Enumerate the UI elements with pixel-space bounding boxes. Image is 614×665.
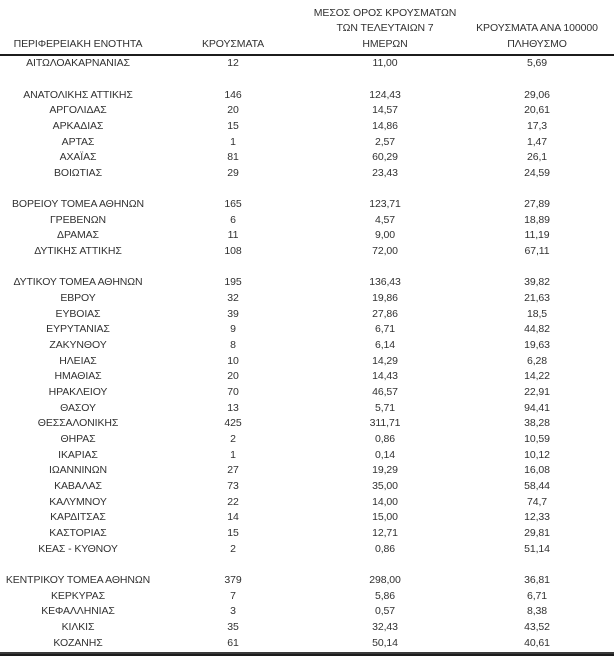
table-row — [0, 479, 614, 495]
region-cell: ΔΡΑΜΑΣ — [57, 229, 99, 242]
per100k-cell: 29,81 — [524, 526, 550, 539]
region-cell: ΑΡΤΑΣ — [61, 135, 95, 148]
region-cell: ΙΩΑΝΝΙΝΩΝ — [49, 464, 107, 477]
per100k-cell: 74,7 — [526, 495, 548, 508]
region-cell: ΚΑΡΔΙΤΣΑΣ — [50, 511, 106, 524]
avg7-cell: 23,43 — [372, 166, 398, 179]
region-cell: ΚΑΣΤΟΡΙΑΣ — [49, 526, 107, 539]
table-row — [0, 338, 614, 354]
cases-cell: 35 — [227, 620, 239, 633]
cases-cell: 22 — [227, 495, 239, 508]
per100k-cell: 24,59 — [524, 166, 550, 179]
cases-cell: 425 — [224, 417, 242, 430]
table-row — [0, 150, 614, 166]
region-cell: ΕΥΡΥΤΑΝΙΑΣ — [46, 323, 110, 336]
avg7-cell: 5,86 — [374, 589, 396, 602]
per100k-cell: 18,89 — [524, 213, 550, 226]
table-row — [0, 604, 614, 620]
avg7-cell: 46,57 — [372, 386, 398, 398]
column-header-cases-label: ΚΡΟΥΣΜΑΤΑ — [201, 37, 265, 50]
per100k-cell: 26,1 — [526, 151, 548, 164]
column-header-per100k-line1: ΚΡΟΥΣΜΑΤΑ ΑΝΑ 100000 — [476, 22, 598, 35]
column-header-avg7-line1: ΜΕΣΟΣ ΟΡΟΣ ΚΡΟΥΣΜΑΤΩΝ — [313, 7, 457, 19]
region-cell: ΑΧΑΪΑΣ — [59, 151, 97, 164]
avg7-cell: 9,00 — [374, 229, 396, 242]
avg7-cell: 136,43 — [369, 276, 401, 289]
column-header-region — [0, 37, 156, 52]
region-cell: ΚΕΦΑΛΛΗΝΙΑΣ — [41, 605, 115, 618]
cases-cell: 14 — [227, 511, 239, 524]
per100k-cell: 8,38 — [526, 605, 548, 618]
per100k-cell: 16,08 — [524, 464, 550, 477]
avg7-cell: 14,86 — [372, 119, 398, 132]
per100k-cell: 21,63 — [524, 292, 550, 305]
region-cell: ΚΕΑΣ - ΚΥΘΝΟΥ — [38, 542, 118, 555]
region-cell: ΑΝΑΤΟΛΙΚΗΣ ΑΤΤΙΚΗΣ — [23, 88, 133, 101]
cases-cell: 2 — [230, 432, 236, 445]
table-row — [0, 589, 614, 605]
cases-cell: 13 — [227, 401, 239, 414]
table-row — [0, 385, 614, 401]
avg7-cell: 311,71 — [369, 417, 401, 430]
cases-cell: 15 — [227, 119, 239, 132]
table-row — [0, 135, 614, 151]
cases-cell: 2 — [230, 542, 236, 555]
avg7-cell: 11,00 — [372, 57, 398, 70]
table-row — [0, 275, 614, 291]
cases-cell: 146 — [224, 88, 242, 101]
region-cell: ΒΟΡΕΙΟΥ ΤΟΜΕΑ ΑΘΗΝΩΝ — [12, 198, 144, 211]
table-row — [0, 307, 614, 323]
per100k-cell: 43,52 — [524, 620, 550, 633]
row-group-4 — [0, 275, 614, 557]
avg7-cell: 0,57 — [374, 605, 396, 618]
per100k-cell: 14,22 — [524, 370, 550, 383]
cases-cell: 27 — [227, 464, 239, 477]
column-header-region-label: ΠΕΡΙΦΕΡΕΙΑΚΗ ΕΝΟΤΗΤΑ — [13, 37, 143, 50]
per100k-cell: 29,06 — [524, 88, 550, 101]
table-row — [0, 432, 614, 448]
table-bottom-rule — [0, 652, 614, 656]
avg7-cell: 124,43 — [369, 88, 401, 101]
row-group-3 — [0, 197, 614, 260]
per100k-cell: 10,59 — [524, 432, 550, 445]
avg7-cell: 60,29 — [372, 151, 398, 164]
region-cell: ΕΒΡΟΥ — [60, 292, 96, 305]
region-cell: ΑΡΚΑΔΙΑΣ — [52, 119, 104, 132]
avg7-cell: 0,14 — [374, 448, 396, 461]
table-row — [0, 510, 614, 526]
per100k-cell: 94,41 — [524, 401, 550, 414]
avg7-cell: 19,29 — [372, 464, 398, 477]
region-cell: ΕΥΒΟΙΑΣ — [55, 307, 101, 320]
table-row — [0, 213, 614, 229]
avg7-cell: 298,00 — [369, 573, 401, 586]
table-row — [0, 103, 614, 119]
avg7-cell: 14,43 — [372, 370, 398, 383]
cases-cell: 6 — [230, 213, 236, 226]
per100k-cell: 6,28 — [526, 354, 548, 367]
region-cell: ΑΡΓΟΛΙΔΑΣ — [49, 104, 107, 117]
row-group-2 — [0, 88, 614, 182]
avg7-cell: 14,57 — [372, 104, 398, 117]
row-group-5 — [0, 573, 614, 651]
region-cell: ΖΑΚΥΝΘΟΥ — [49, 339, 107, 352]
table-row — [0, 495, 614, 511]
table-row — [0, 416, 614, 432]
table-row — [0, 228, 614, 244]
per100k-cell: 1,47 — [526, 135, 548, 148]
per100k-cell: 36,81 — [524, 573, 550, 586]
cases-cell: 9 — [230, 323, 236, 336]
region-cell: ΚΑΒΑΛΑΣ — [54, 479, 102, 492]
region-cell: ΑΙΤΩΛΟΑΚΑΡΝΑΝΙΑΣ — [26, 57, 130, 70]
per100k-cell: 12,33 — [524, 511, 550, 524]
region-cell: ΘΕΣΣΑΛΟΝΙΚΗΣ — [37, 417, 119, 430]
avg7-cell: 6,71 — [374, 323, 396, 336]
avg7-cell: 14,29 — [372, 354, 398, 367]
region-cell: ΗΛΕΙΑΣ — [59, 354, 97, 367]
avg7-cell: 12,71 — [372, 526, 398, 539]
avg7-cell: 0,86 — [374, 542, 396, 555]
region-cell: ΗΜΑΘΙΑΣ — [54, 370, 102, 383]
cases-cell: 61 — [227, 636, 239, 649]
avg7-cell: 123,71 — [369, 198, 401, 211]
avg7-cell: 0,86 — [374, 432, 396, 445]
cases-cell: 29 — [227, 166, 239, 179]
table-row — [0, 620, 614, 636]
region-cell: ΒΟΙΩΤΙΑΣ — [54, 166, 102, 179]
region-cell: ΘΗΡΑΣ — [60, 432, 96, 445]
region-cell: ΘΑΣΟΥ — [60, 401, 96, 414]
per100k-cell: 5,69 — [526, 57, 548, 70]
per100k-cell: 40,61 — [524, 636, 550, 649]
table-row — [0, 119, 614, 135]
per100k-cell: 10,12 — [524, 448, 550, 461]
per100k-cell: 38,28 — [524, 417, 550, 430]
cases-cell: 195 — [224, 276, 242, 289]
per100k-cell: 18,5 — [526, 307, 548, 320]
avg7-cell: 72,00 — [372, 245, 398, 258]
avg7-cell: 32,43 — [372, 620, 398, 633]
region-cell: ΚΕΡΚΥΡΑΣ — [51, 589, 105, 602]
table-row — [0, 56, 614, 72]
region-cell: ΚΙΛΚΙΣ — [61, 620, 95, 633]
table-row — [0, 244, 614, 260]
table-row — [0, 291, 614, 307]
table-row — [0, 448, 614, 464]
per100k-cell: 19,63 — [524, 339, 550, 352]
region-cell: ΔΥΤΙΚΗΣ ΑΤΤΙΚΗΣ — [34, 245, 122, 258]
avg7-cell: 5,71 — [374, 401, 396, 414]
per100k-cell: 6,71 — [526, 589, 548, 602]
column-header-per100k-line2: ΠΛΗΘΥΣΜΟ — [507, 37, 567, 50]
table-row — [0, 369, 614, 385]
table-row — [0, 526, 614, 542]
per100k-cell: 44,82 — [524, 323, 550, 336]
cases-cell: 1 — [230, 135, 236, 148]
table-row — [0, 88, 614, 104]
cases-cell: 108 — [224, 245, 242, 258]
region-cell: ΗΡΑΚΛΕΙΟΥ — [48, 386, 108, 398]
table-row — [0, 573, 614, 589]
cases-cell: 3 — [230, 605, 236, 618]
cases-cell: 70 — [227, 386, 239, 398]
region-cell: ΙΚΑΡΙΑΣ — [58, 448, 98, 461]
per100k-cell: 58,44 — [524, 479, 550, 492]
table-row — [0, 166, 614, 182]
cases-cell: 8 — [230, 339, 236, 352]
table-row — [0, 463, 614, 479]
table-body — [0, 56, 614, 651]
cases-cell: 10 — [227, 354, 239, 367]
column-header-avg7-line3: ΗΜΕΡΩΝ — [362, 37, 408, 50]
table-row — [0, 636, 614, 652]
region-cell: ΚΟΖΑΝΗΣ — [53, 636, 103, 649]
per100k-cell: 22,91 — [524, 386, 550, 398]
cases-cell: 379 — [224, 573, 242, 586]
column-header-avg7 — [310, 6, 460, 52]
cases-cell: 39 — [227, 307, 239, 320]
per100k-cell: 20,61 — [524, 104, 550, 117]
per100k-cell: 17,3 — [526, 119, 548, 132]
cases-cell: 81 — [227, 151, 239, 164]
table-row — [0, 322, 614, 338]
avg7-cell: 50,14 — [372, 636, 398, 649]
per100k-cell: 67,11 — [524, 245, 550, 258]
avg7-cell: 2,57 — [374, 135, 396, 148]
cases-cell: 7 — [230, 589, 236, 602]
avg7-cell: 15,00 — [372, 511, 398, 524]
table-row — [0, 401, 614, 417]
region-cell: ΓΡΕΒΕΝΩΝ — [49, 213, 106, 226]
column-header-avg7-line2: ΤΩΝ ΤΕΛΕΥΤΑΙΩΝ 7 — [336, 22, 434, 35]
cases-cell: 20 — [227, 370, 239, 383]
avg7-cell: 19,86 — [372, 292, 398, 305]
per100k-cell: 27,89 — [524, 198, 550, 211]
column-header-cases — [156, 37, 310, 52]
cases-cell: 165 — [224, 198, 242, 211]
column-header-per100k — [460, 21, 614, 52]
avg7-cell: 6,14 — [374, 339, 396, 352]
table-header-row — [0, 0, 614, 56]
avg7-cell: 4,57 — [374, 213, 396, 226]
cases-cell: 73 — [227, 479, 239, 492]
cases-cell: 12 — [227, 57, 239, 70]
table-row — [0, 542, 614, 558]
cases-cell: 15 — [227, 526, 239, 539]
region-cell: ΚΕΝΤΡΙΚΟΥ ΤΟΜΕΑ ΑΘΗΝΩΝ — [5, 573, 151, 586]
row-group-1 — [0, 56, 614, 72]
avg7-cell: 27,86 — [372, 307, 398, 320]
cases-cell: 11 — [227, 229, 239, 242]
region-cell: ΚΑΛΥΜΝΟΥ — [49, 495, 107, 508]
cases-cell: 32 — [227, 292, 239, 305]
region-cell: ΔΥΤΙΚΟΥ ΤΟΜΕΑ ΑΘΗΝΩΝ — [13, 276, 143, 289]
table-row — [0, 354, 614, 370]
table-row — [0, 197, 614, 213]
cases-cell: 1 — [230, 448, 236, 461]
per100k-cell: 51,14 — [524, 542, 550, 555]
per100k-cell: 39,82 — [524, 276, 550, 289]
avg7-cell: 14,00 — [372, 495, 398, 508]
avg7-cell: 35,00 — [372, 479, 398, 492]
per100k-cell: 11,19 — [524, 229, 550, 242]
cases-cell: 20 — [227, 104, 239, 117]
